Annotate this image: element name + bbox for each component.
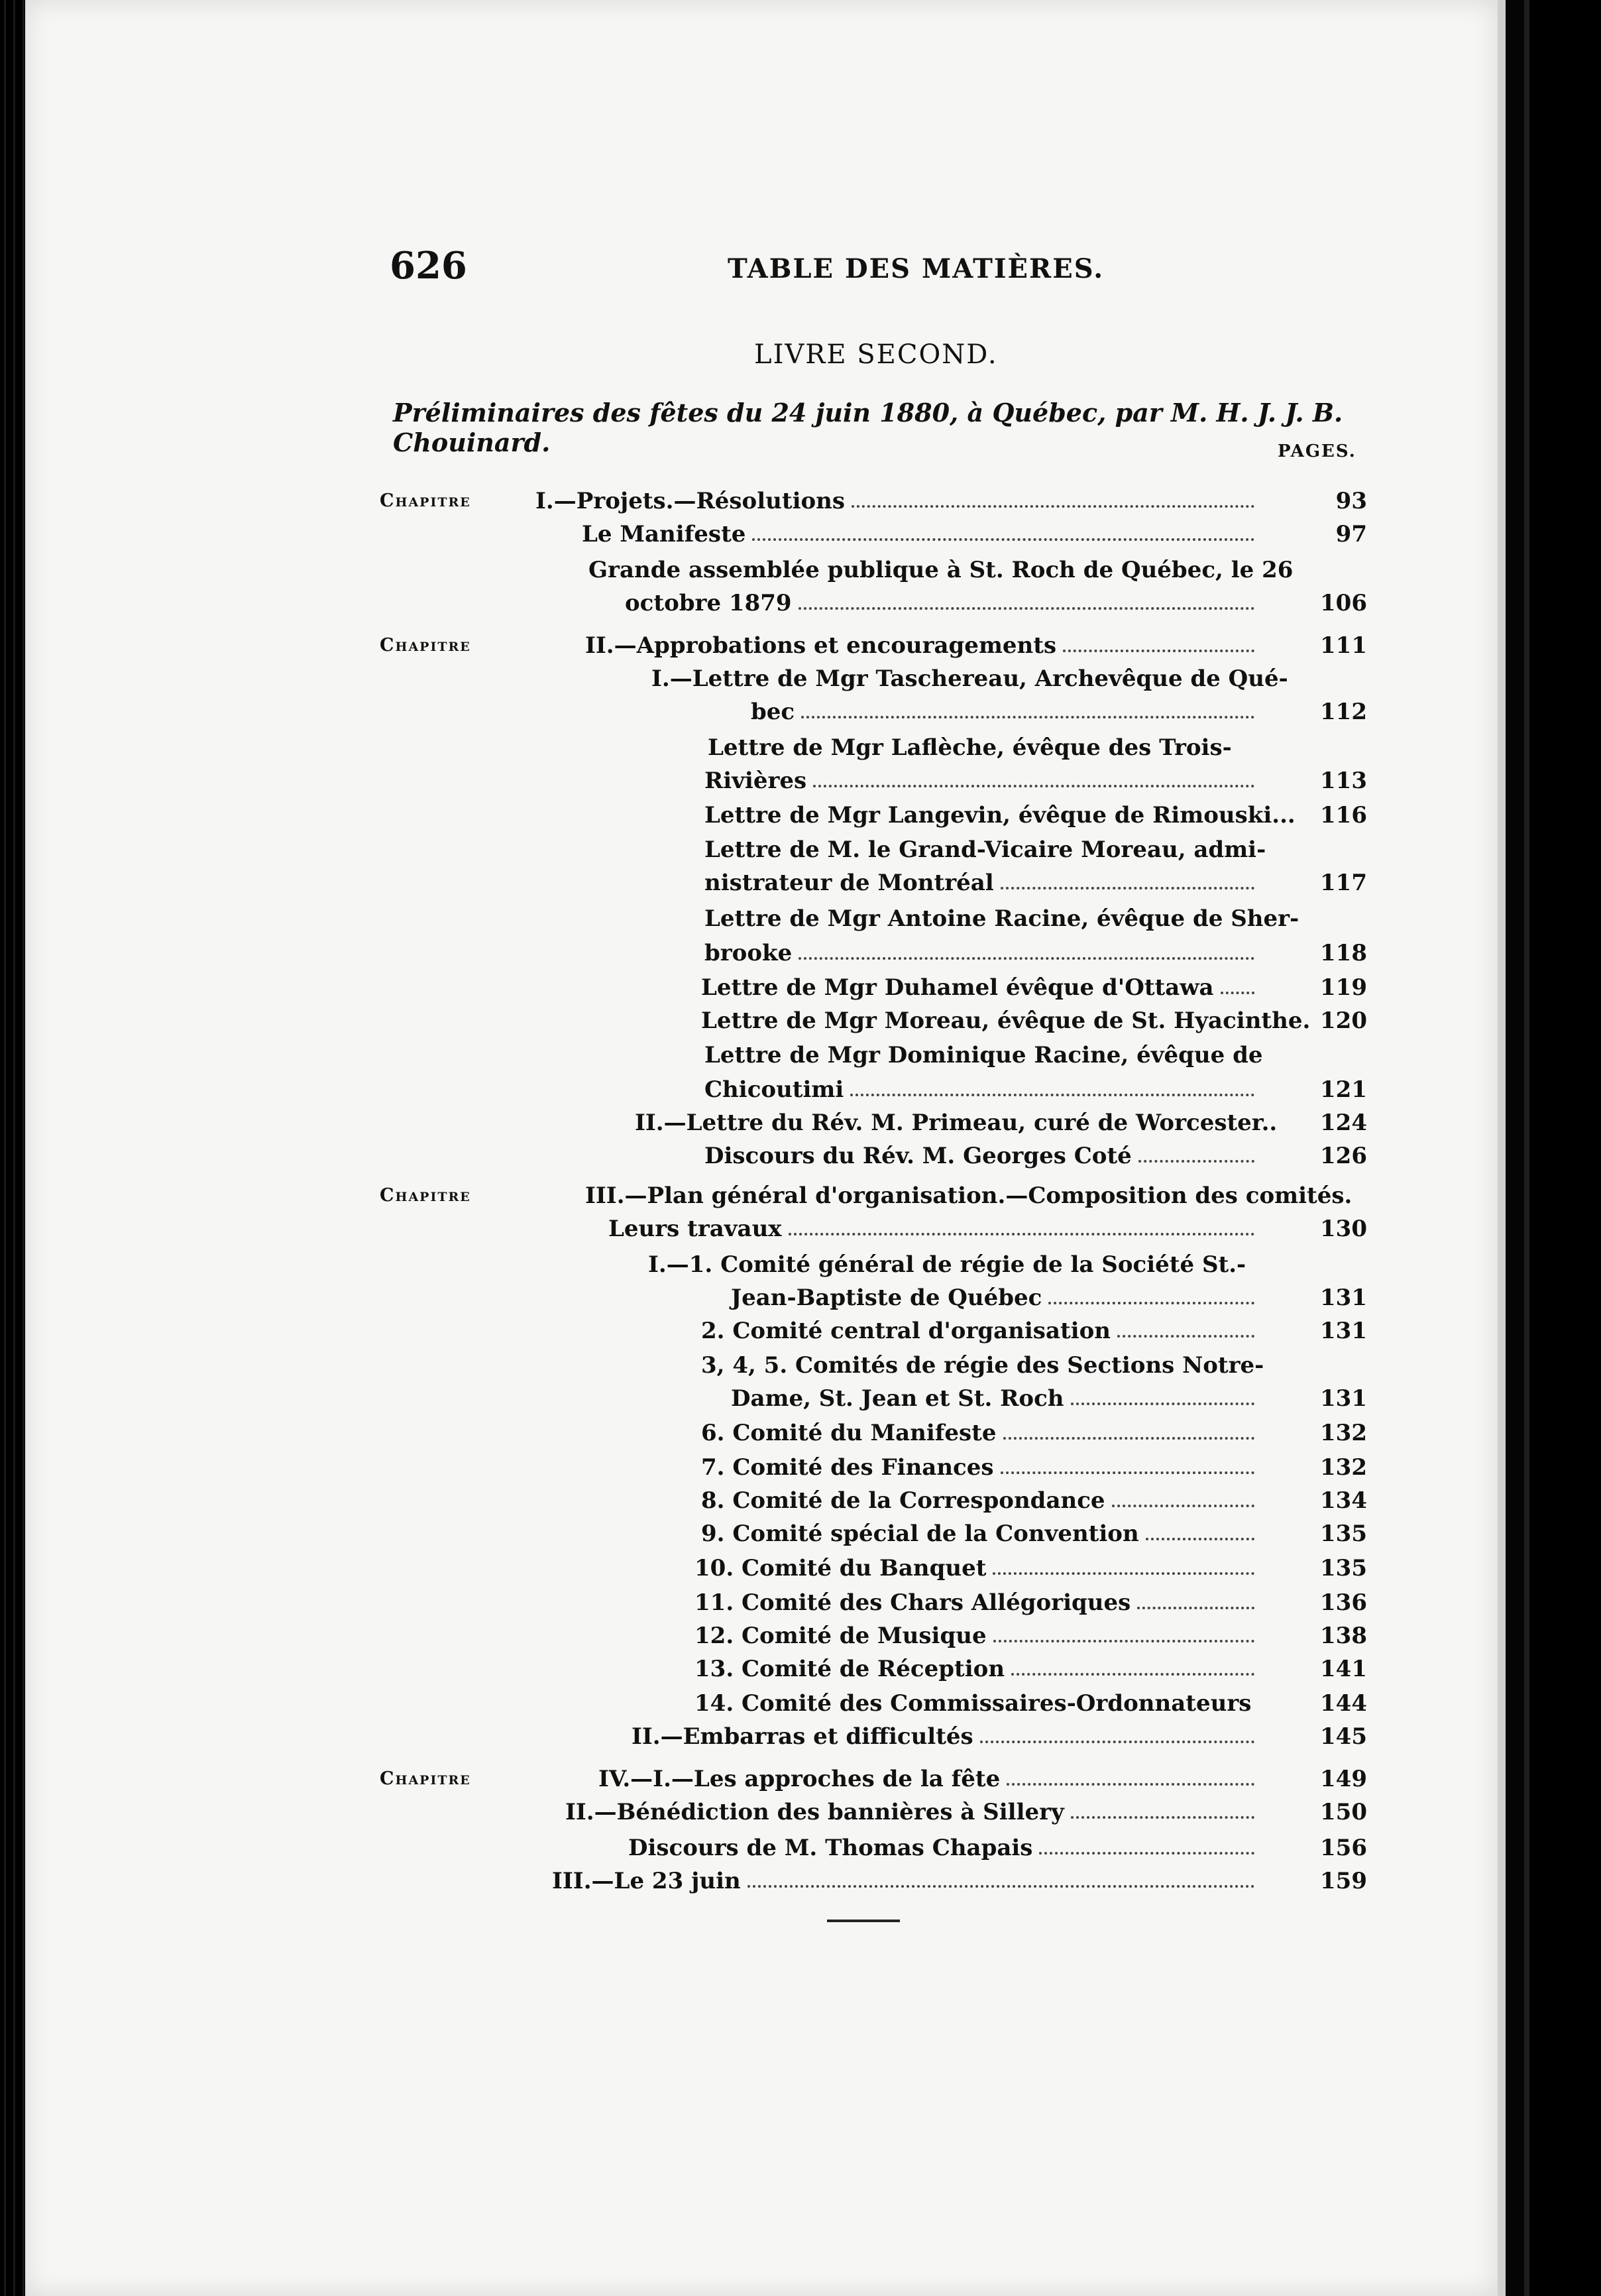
dot-leader [1221,992,1254,994]
toc-entry: Rivières [704,768,807,794]
end-rule [827,1920,900,1922]
page-reference: 117 [1320,870,1367,896]
page-reference: 124 [1320,1110,1367,1136]
toc-entry: Lettre de Mgr Langevin, évêque de Rimouski... [704,802,1296,829]
toc-entry: 8. Comité de la Correspondance [701,1487,1105,1514]
toc-entry: Lettre de Mgr Moreau, évêque de St. Hyacinthe. [701,1007,1311,1034]
page-reference: 135 [1320,1521,1367,1547]
toc-entry: 9. Comité spécial de la Convention [701,1521,1139,1547]
dot-leader [1117,1335,1254,1338]
toc-entry: I.—Projets.—Résolutions [535,488,846,514]
dot-leader [752,538,1254,541]
page-reference: 130 [1320,1216,1367,1242]
page-reference: 118 [1320,940,1367,966]
page-reference: 116 [1320,802,1367,829]
page-reference: 119 [1320,974,1367,1001]
section-title: LIVRE SECOND. [754,339,998,370]
running-title: TABLE DES MATIÈRES. [728,253,1105,284]
toc-entry: Lettre de Mgr Laflèche, évêque des Trois- [708,734,1232,761]
page-reference: 156 [1320,1835,1367,1861]
dot-leader [1063,650,1254,652]
dot-leader [1071,1403,1255,1405]
toc-entry: 14. Comité des Commissaires-Ordonnateurs [694,1690,1252,1717]
dot-leader [1001,1471,1254,1474]
toc-entry: Lettre de Mgr Dominique Racine, évêque de [704,1042,1263,1068]
toc-entry: IV.—I.—Les approches de la fête [598,1766,1001,1792]
chapter-label: Chapitre [380,635,471,656]
toc-entry: 11. Comité des Chars Allégoriques [694,1589,1131,1616]
page-reference: 141 [1320,1656,1367,1682]
page-reference: 126 [1320,1143,1367,1169]
dot-leader [852,505,1254,508]
toc-entry: Lettre de Mgr Antoine Racine, évêque de Sher- [704,905,1299,932]
dot-leader [980,1741,1254,1743]
dot-leader [1112,1505,1254,1507]
toc-entry: 2. Comité central d'organisation [701,1318,1111,1344]
scan-binding-edge [0,0,25,2296]
page-reference: 113 [1320,768,1367,794]
toc-entry: nistrateur de Montréal [704,870,994,896]
toc-entry: Lettre de Mgr Duhamel évêque d'Ottawa [701,974,1214,1001]
dot-leader [1007,1783,1254,1786]
toc-entry: 12. Comité de Musique [694,1623,987,1649]
page-reference: 150 [1320,1799,1367,1825]
page-reference: 145 [1320,1723,1367,1750]
dot-leader [1039,1852,1254,1855]
toc-entry: II.—Embarras et difficultés [632,1723,973,1750]
toc-entry: Grande assemblée publique à St. Roch de Québec, le 26 [588,557,1294,583]
dot-leader [1001,887,1254,890]
page-reference: 131 [1320,1285,1367,1311]
page-reference: 136 [1320,1589,1367,1616]
dot-leader [813,785,1254,787]
chapter-label: Chapitre [380,1768,471,1789]
page-reference: 144 [1320,1690,1367,1717]
toc-entry: Leurs travaux [608,1216,782,1242]
toc-entry: I.—1. Comité général de régie de la Société St.- [648,1251,1246,1278]
toc-entry: octobre 1879 [625,590,792,616]
page-reference: 111 [1320,632,1367,659]
toc-entry: brooke [704,940,793,966]
toc-entry: Jean-Baptiste de Québec [731,1285,1042,1311]
page-reference: 132 [1320,1454,1367,1481]
dot-leader [747,1885,1254,1888]
toc-entry: III.—Le 23 juin [552,1868,741,1894]
page-reference: 112 [1320,699,1367,725]
toc-entry: II.—Bénédiction des bannières à Sillery [565,1799,1064,1825]
toc-entry: Chicoutimi [704,1076,844,1103]
chapter-label: Chapitre [380,490,471,511]
toc-entry: Dame, St. Jean et St. Roch [731,1385,1064,1412]
dot-leader [993,1640,1254,1642]
page-reference: 138 [1320,1623,1367,1649]
toc-entry: 7. Comité des Finances [701,1454,994,1481]
dot-leader [1146,1538,1254,1540]
page-number: 626 [390,244,467,288]
page-reference: 106 [1320,590,1367,616]
toc-entry: I.—Lettre de Mgr Taschereau, Archevêque de Qué- [651,665,1288,692]
dot-leader [1003,1437,1254,1440]
dot-leader [993,1572,1254,1575]
toc-entry: 6. Comité du Manifeste [701,1420,997,1446]
dot-leader [850,1094,1254,1096]
page-reference: 131 [1320,1318,1367,1344]
page-reference: 97 [1335,521,1367,547]
page-reference: 131 [1320,1385,1367,1412]
page-reference: 121 [1320,1076,1367,1103]
toc-entry: 13. Comité de Réception [694,1656,1005,1682]
toc-entry: 10. Comité du Banquet [694,1555,987,1581]
dot-leader [1011,1673,1254,1676]
toc-entry: II.—Lettre du Rév. M. Primeau, curé de Worcester.. [635,1110,1278,1136]
page-reference: 149 [1320,1766,1367,1792]
dot-leader [789,1233,1254,1235]
dot-leader [801,716,1254,718]
dot-leader [1048,1302,1254,1304]
section-subtitle: Préliminaires des fêtes du 24 juin 1880, à Québec, par M. H. J. J. B. Chouinard. [393,398,1343,457]
dot-leader [799,957,1254,960]
page-reference: 120 [1320,1007,1367,1034]
page-reference: 132 [1320,1420,1367,1446]
page-reference: 135 [1320,1555,1367,1581]
toc-entry: II.—Approbations et encouragements [585,632,1057,659]
toc-entry: III.—Plan général d'organisation.—Composition des comités. [585,1182,1353,1209]
toc-entry: bec [751,699,795,725]
dot-leader [1138,1160,1254,1163]
page-reference: 93 [1335,488,1367,514]
dot-leader [799,607,1254,610]
toc-entry: Discours de M. Thomas Chapais [628,1835,1033,1861]
page-reference: 134 [1320,1487,1367,1514]
dot-leader [1137,1607,1254,1609]
toc-entry: 3, 4, 5. Comités de régie des Sections Notre- [701,1352,1264,1379]
pages-column-label: PAGES. [1278,441,1356,461]
dot-leader [1071,1816,1254,1819]
page-header [363,244,1344,297]
toc-entry: Lettre de M. le Grand-Vicaire Moreau, admi- [704,836,1266,863]
toc-entry: Le Manifeste [582,521,746,547]
page-reference: 159 [1320,1868,1367,1894]
book-page [25,0,1498,2296]
scan-page-edge [1498,0,1601,2296]
chapter-label: Chapitre [380,1185,471,1206]
toc-entry: Discours du Rév. M. Georges Coté [704,1143,1132,1169]
